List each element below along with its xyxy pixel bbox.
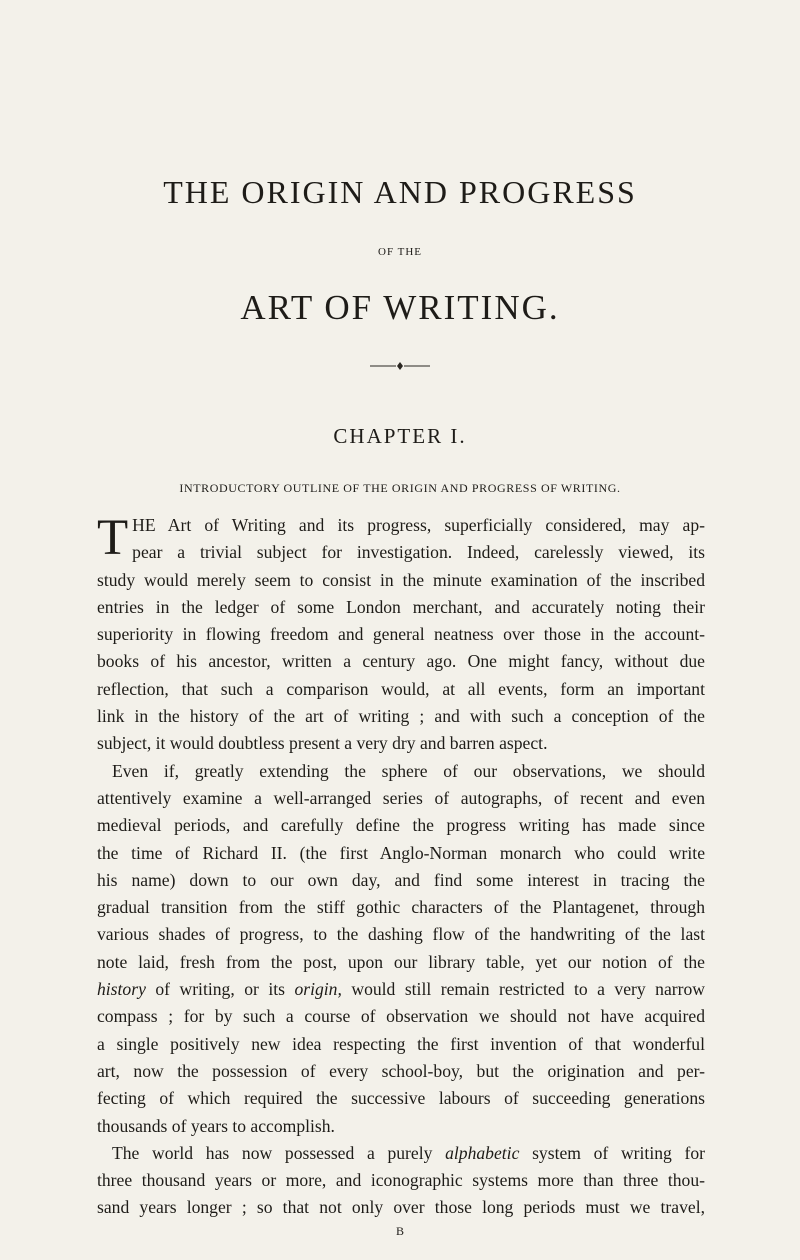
text-line: books of his ancestor, written a century ago. One might fancy, without due (97, 651, 705, 672)
text-line (97, 1140, 705, 1167)
chapter-subtitle: INTRODUCTORY OUTLINE OF THE ORIGIN AND PROGRESS OF WRITING. (179, 481, 621, 495)
text-line: medieval periods, and carefully define the progress writing has made since (97, 815, 705, 836)
italic-word: origin, (294, 979, 342, 1000)
text-segment: would still remain restricted to a very narrow (341, 979, 705, 1000)
text-line: superiority in flowing freedom and general neatness over those in the account- (97, 624, 705, 645)
text-line: entries in the ledger of some London merchant, and accurately noting their (97, 596, 705, 617)
text-line: his name) down to our own day, and find some interest in tracing the (97, 869, 705, 890)
text-line: reflection, that such a comparison would, at all events, form an important (97, 678, 705, 699)
text-segment: of writing, or its (145, 979, 295, 1000)
text-line (97, 976, 705, 1003)
text-line: study would merely seem to consist in the minute examination of the inscribed (97, 569, 705, 590)
text-line: pear a trivial subject for investigation. Indeed, carelessly viewed, its (132, 542, 705, 563)
chapter-heading: CHAPTER I. (333, 424, 467, 448)
text-line: link in the history of the art of writing ; and with such a conception of the (97, 706, 705, 727)
text-segment: system of writing for (519, 1142, 705, 1163)
text-line: sand years longer ; so that not only over those long periods must we travel, (97, 1197, 705, 1218)
text-line: gradual transition from the stiff gothic characters of the Plantagenet, through (97, 897, 705, 918)
text-line: various shades of progress, to the dashing flow of the handwriting of the last (97, 924, 705, 945)
italic-word: history (97, 979, 146, 1000)
title-line-1: THE ORIGIN AND PROGRESS (163, 174, 637, 210)
title-connector: OF THE (378, 246, 422, 258)
signature-mark: B (395, 1224, 404, 1238)
italic-word: alphabetic (445, 1142, 520, 1163)
text-line: HE Art of Writing and its progress, superficially considered, may ap- (132, 515, 705, 535)
text-line: art, now the possession of every school-boy, but the origination and per- (97, 1060, 705, 1081)
ornament-divider-icon (370, 360, 430, 372)
text-line: compass ; for by such a course of observation we should not have acquired (97, 1006, 705, 1027)
text-line: a single positively new idea respecting the first invention of that wonderful (97, 1033, 705, 1054)
text-segment: The world has now possessed a purely (112, 1142, 446, 1163)
text-line: subject, it would doubtless present a very dry and barren aspect. (97, 733, 548, 754)
text-line: Even if, greatly extending the sphere of our observations, we should (112, 760, 705, 781)
body-text (97, 512, 705, 1222)
title-line-2: ART OF WRITING. (240, 288, 560, 327)
text-line: three thousand years or more, and iconographic systems more than three thou- (97, 1170, 705, 1191)
text-line: the time of Richard II. (the first Anglo-Norman monarch who could write (97, 842, 705, 863)
text-line: fecting of which required the successive labours of succeeding generations (97, 1088, 705, 1109)
text-line: attentively examine a well-arranged series of autographs, of recent and even (97, 787, 705, 808)
text-line: note laid, fresh from the post, upon our library table, yet our notion of the (97, 951, 705, 972)
drop-cap: T (97, 510, 129, 566)
text-line: thousands of years to accomplish. (97, 1115, 335, 1136)
